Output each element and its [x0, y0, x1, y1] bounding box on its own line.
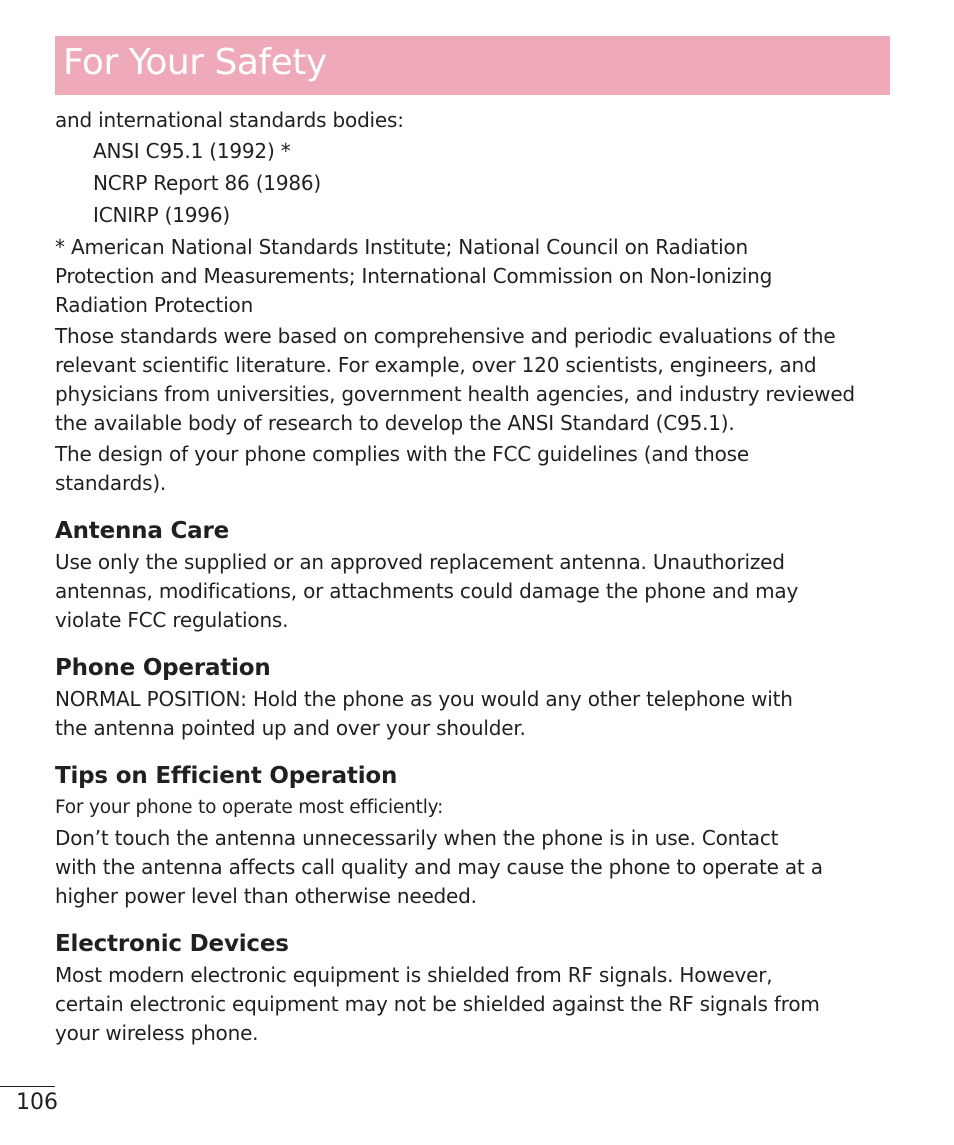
- paragraph-line: relevant scientific literature. For example, over 120 scientists, engineers, and: [55, 353, 817, 377]
- paragraph-line: the antenna pointed up and over your shoulder.: [55, 716, 526, 740]
- footer-rule: [0, 1086, 55, 1087]
- footnote-line: Radiation Protection: [55, 293, 254, 317]
- paragraph-line: The design of your phone complies with the FCC guidelines (and those: [55, 442, 749, 466]
- section-header-band: [55, 36, 890, 95]
- paragraph-line: your wireless phone.: [55, 1021, 259, 1045]
- electronic-devices-heading: Electronic Devices: [55, 931, 289, 957]
- tips-lead: For your phone to operate most efficiently:: [55, 797, 444, 818]
- paragraph-line: with the antenna affects call quality and may cause the phone to operate at a: [55, 855, 823, 879]
- paragraph-line: NORMAL POSITION: Hold the phone as you would any other telephone with: [55, 687, 793, 711]
- page-content: [55, 106, 895, 1048]
- paragraph-line: physicians from universities, government health agencies, and industry reviewed: [55, 382, 855, 406]
- footnote-line: Protection and Measurements; International Commission on Non-Ionizing: [55, 264, 773, 288]
- paragraph-line: standards).: [55, 471, 167, 495]
- standard-item: NCRP Report 86 (1986): [93, 171, 322, 195]
- paragraph-line: violate FCC regulations.: [55, 608, 289, 632]
- paragraph-line: certain electronic equipment may not be shielded against the RF signals from: [55, 992, 820, 1016]
- paragraph-line: Those standards were based on comprehensive and periodic evaluations of the: [55, 324, 836, 348]
- phone-operation-heading: Phone Operation: [55, 655, 271, 681]
- paragraph-line: Use only the supplied or an approved replacement antenna. Unauthorized: [55, 550, 785, 574]
- standards-paragraph: [55, 322, 895, 438]
- footnote: [55, 233, 895, 320]
- page-title: For Your Safety: [63, 42, 327, 83]
- paragraph-line: Don’t touch the antenna unnecessarily when the phone is in use. Contact: [55, 826, 779, 850]
- standard-item: ICNIRP (1996): [93, 203, 230, 227]
- standard-item: ANSI C95.1 (1992) *: [93, 139, 291, 163]
- antenna-care-heading: Antenna Care: [55, 518, 229, 544]
- page-number: 106: [16, 1090, 58, 1115]
- footnote-line: * American National Standards Institute; National Council on Radiation: [55, 235, 749, 259]
- paragraph-line: Most modern electronic equipment is shielded from RF signals. However,: [55, 963, 773, 987]
- compliance-paragraph: [55, 440, 895, 498]
- paragraph-line: antennas, modifications, or attachments could damage the phone and may: [55, 579, 799, 603]
- paragraph-line: higher power level than otherwise needed.: [55, 884, 477, 908]
- paragraph-line: the available body of research to develop the ANSI Standard (C95.1).: [55, 411, 735, 435]
- intro-lead: and international standards bodies:: [55, 108, 404, 132]
- tips-heading: Tips on Efficient Operation: [55, 763, 398, 789]
